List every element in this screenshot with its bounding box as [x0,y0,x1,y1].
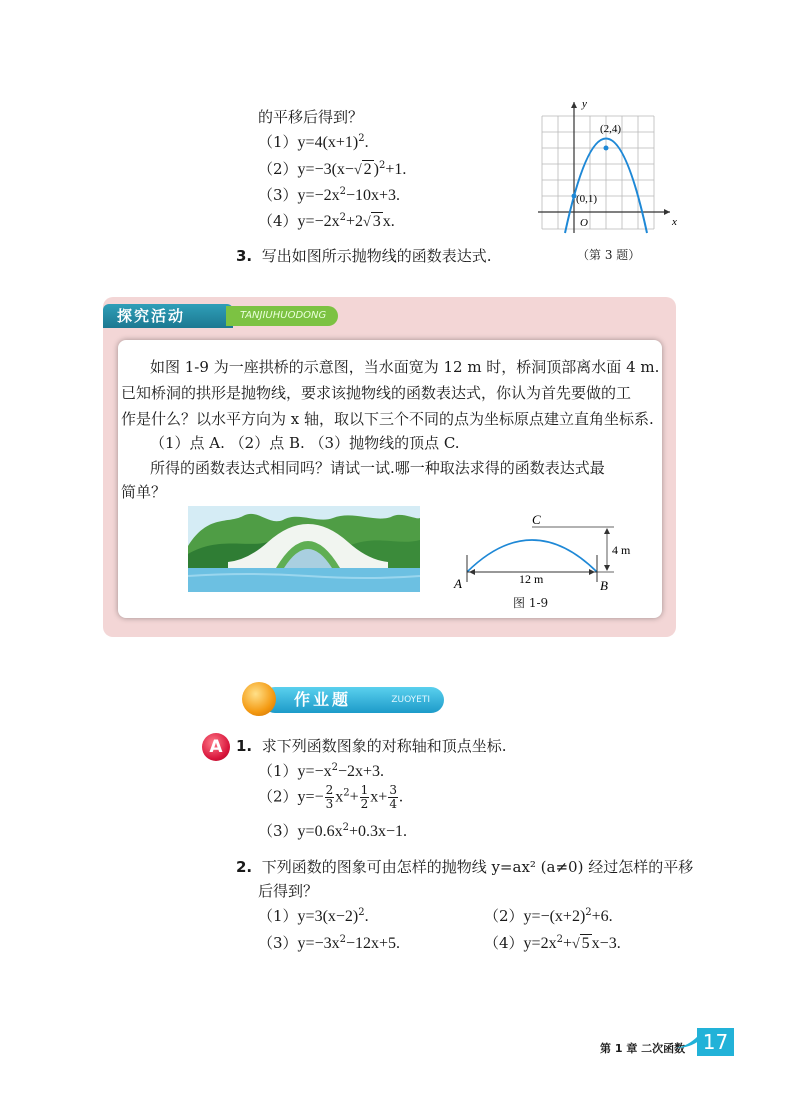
chapter-label: 第 1 章 二次函数 [600,1042,686,1055]
homework-q1-item1: $(1)y=-x^2-2x+3$. [258,762,385,780]
exercise-item-1: $(1)y=4(x+1)^2$. [258,133,369,151]
vertex-point [604,146,609,151]
homework-q1-item3: $(3)y=0.6x^2+0.3x-1$. [258,822,407,840]
page-number: 17 [697,1028,734,1056]
orange-ball-icon [242,682,276,716]
width-label: 12 m [519,572,544,586]
homework-q2-item2: $(2)y=-(x+2)^2+6$. [484,907,613,925]
homework-q2: 2. 下列函数的图象可由怎样的抛物线 y=ax² (a≠0) 经过怎样的平移 [236,858,694,876]
y-axis-label: y [582,98,587,110]
origin-label: O [580,217,588,229]
homework-subtitle: ZUOYETI [391,695,430,705]
label-c: C [532,512,541,527]
label-b: B [600,578,608,593]
bridge-illustration [188,506,420,592]
exercise-item-2: （2）y=−3(x−√ 2 )$^2$+1. [258,160,407,178]
level-a-badge: A [202,733,230,761]
exercise-lead-line: 的平移后得到？ [258,108,364,126]
explore-pill: TANJIUHUODONG [226,306,338,326]
label-a: A [454,576,462,591]
exercise-item-3: $(3)y=-2x^2-10x+3$. [258,186,401,204]
parabola-figure-q3 [530,96,690,236]
homework-q2-item3: $(3)y=-3x^2-12x+5$. [258,934,401,952]
question-3: 3. 写出如图所示抛物线的函数表达式. [236,247,492,265]
homework-banner [262,687,444,713]
explore-para1-line3: 作是什么？以水平方向为 x 轴，取以下三个不同的点为坐标原点建立直角坐标系. [121,410,654,428]
homework-q2-item4: $(4)y=2x^2+√$ 5 x−3. [484,934,621,952]
explore-para1-line2: 已知桥洞的拱形是抛物线，要求该抛物线的函数表达式，你认为首先要做的工 [121,384,632,402]
homework-q2-item1: $(1)y=3(x-2)^2$. [258,907,369,925]
figure-3-caption: （第 3 题） [577,248,641,262]
vertex-label: (2,4) [600,123,622,135]
x-axis-label: x [672,216,677,228]
explore-para1-line1: 如图 1-9 为一座拱桥的示意图，当水面宽为 12 m 时，桥洞顶部离水面 4 m. [150,358,660,376]
intercept-label: (0,1) [576,193,598,205]
homework-q1: 1. 求下列函数图象的对称轴和顶点坐标. [236,737,507,755]
explore-banner: 探究活动 [103,304,233,328]
explore-para2-line1: 所得的函数表达式相同吗？请试一试.哪一种取法求得的函数表达式最 [150,459,605,477]
figure-1-9-caption: 图 1-9 [513,596,549,610]
homework-q1-item2: （2）y=− $\frac{2}{3}$ $x^2+$ $\frac{1}{2}$ x+ $\frac{3}{4}$ . [258,783,403,811]
exercise-item-4: $(4)y=-2x^2+2√$ 3 x. [258,212,395,230]
explore-points-line: （1）点 A. （2）点 B. （3）抛物线的顶点 C. [150,434,460,452]
height-label: 4 m [612,543,631,557]
homework-title: 作业题 [294,690,352,709]
explore-para2-line2: 简单？ [121,483,167,501]
arch-curve [467,540,597,572]
homework-q2-line2: 后得到？ [258,882,319,900]
